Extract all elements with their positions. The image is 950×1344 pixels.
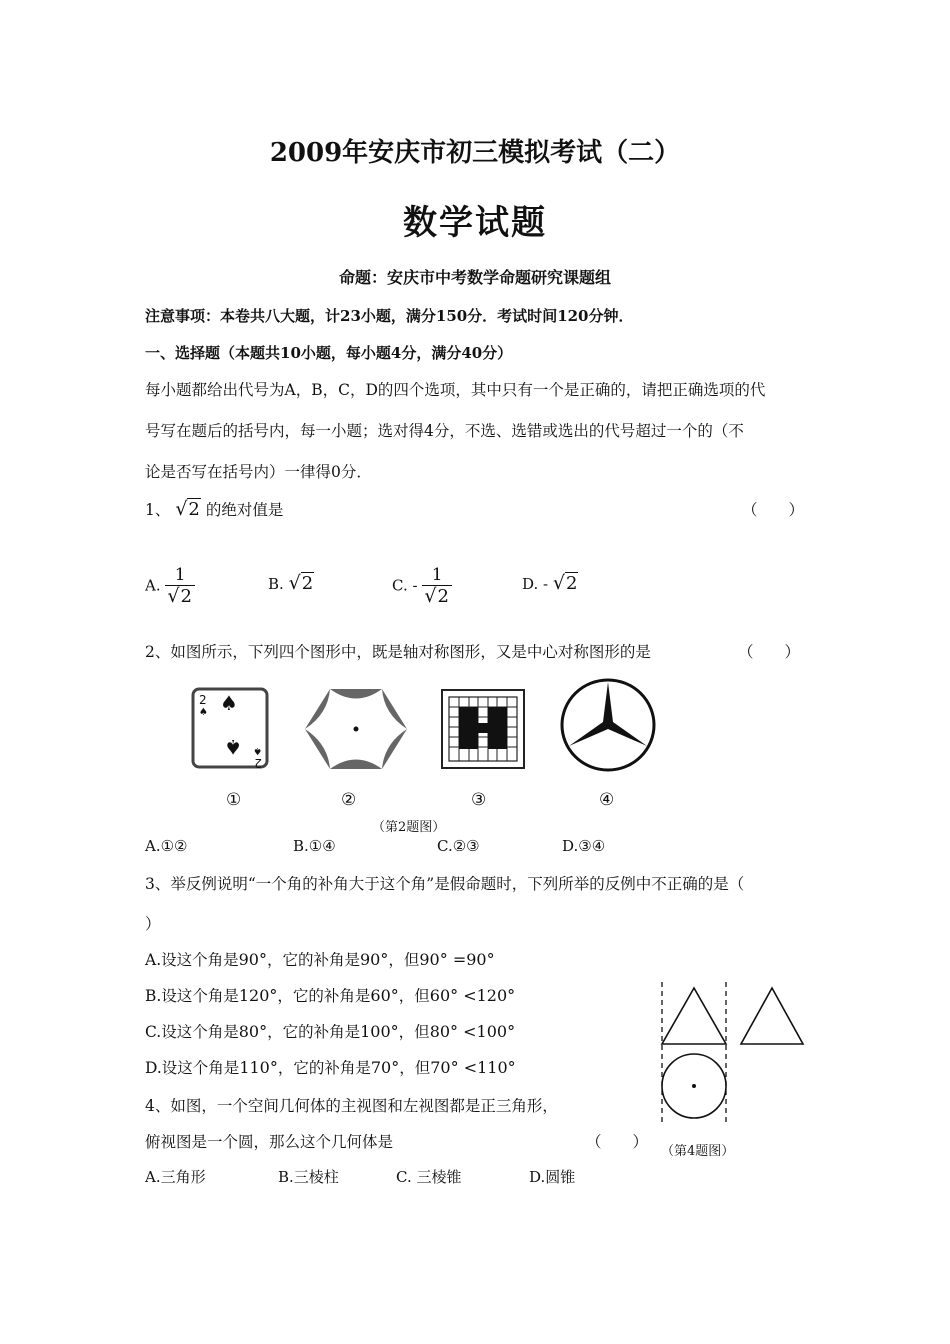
q4-stem-line-1: 4、如图，一个空间几何体的主视图和左视图都是正三角形，: [145, 1097, 558, 1115]
q4-stem-line-2: 俯视图是一个圆，那么这个几何体是: [145, 1133, 394, 1151]
q2-stem: 2、如图所示，下列四个图形中，既是轴对称图形，又是中心对称图形的是: [145, 643, 651, 661]
fig-label-4: ④: [599, 790, 615, 810]
svg-text:♠: ♠: [220, 691, 238, 715]
q3-option-a-label: A.设这个角是: [145, 951, 239, 969]
three-pointed-star-figure: [558, 676, 658, 774]
q3-option-b-relation: 60° <120°: [429, 986, 516, 1005]
q2-figure-caption: （第2题图）: [372, 820, 446, 835]
q1-answer-blank: （ ）: [742, 501, 805, 519]
q1-option-a: [145, 566, 195, 607]
q3-option-a: [145, 948, 495, 970]
q2-answer-blank: （ ）: [738, 643, 801, 661]
q3-option-c-supplement: 100°: [360, 1022, 399, 1041]
q2-option-a: A.①②: [145, 837, 188, 855]
q3-option-d-mid: ，它的补角是: [277, 1059, 371, 1077]
q1-option-a-denominator: 2: [180, 585, 192, 607]
q1-radicand: 2: [188, 499, 200, 520]
q4-answer-blank: （ ）: [586, 1133, 649, 1151]
q1-option-c-label: C.: [392, 576, 408, 595]
q2-option-c: C.②③: [437, 837, 480, 855]
q4-option-c: C. 三棱锥: [396, 1168, 462, 1186]
q4-option-a: A.三角形: [145, 1168, 206, 1186]
q3-option-d-relation: 70° <110°: [430, 1058, 516, 1077]
q3-option-d: [145, 1056, 516, 1078]
q3-option-b-tail: ，但: [398, 987, 430, 1005]
q3-option-c-label: C.设这个角是: [145, 1023, 239, 1041]
section-heading: 一、选择题（本题共10小题，每小题4分，满分40分）: [145, 344, 513, 362]
svg-text:♠: ♠: [253, 745, 262, 756]
q3-option-d-angle: 110°: [239, 1058, 278, 1077]
author-line: 命题：安庆市中考数学命题研究课题组: [338, 268, 611, 287]
q1-option-d: D. - √2: [522, 572, 578, 594]
three-views-figure: [650, 978, 815, 1128]
q3-option-b-supplement: 60°: [370, 986, 399, 1005]
q1-option-a-fraction: $\frac{1}{√2}$: [165, 566, 195, 607]
q1-sqrt: √2: [175, 498, 200, 520]
hexagon-figure: [302, 686, 410, 772]
q1-option-d-sign: -: [543, 575, 549, 593]
q3-stem-line-2: ）: [145, 915, 161, 933]
q1-option-c-sign: -: [412, 576, 418, 595]
q3-option-c: [145, 1020, 515, 1042]
q4-option-d: D.圆锥: [529, 1168, 576, 1186]
subject-title: 数学试题: [403, 203, 547, 243]
q1-option-c-fraction: $\frac{1}{√2}$: [422, 566, 452, 607]
q1-stem: [145, 498, 283, 520]
instruction-line-1: 每小题都给出代号为A，B，C，D的四个选项，其中只有一个是正确的，请把正确选项的代: [145, 381, 766, 399]
q1-option-b-label: B.: [268, 575, 284, 593]
q2-option-b: B.①④: [293, 837, 336, 855]
q1-option-b-radicand: 2: [301, 573, 314, 594]
q3-stem-line-1: 3、举反例说明“一个角的补角大于这个角”是假命题时，下列所举的反例中不正确的是（: [145, 875, 745, 893]
q3-option-d-supplement: 70°: [370, 1058, 400, 1077]
q1-number: 1、: [145, 501, 171, 519]
q3-option-b-angle: 120°: [238, 986, 278, 1005]
q3-option-a-supplement: 90°: [360, 950, 389, 969]
card-rank-top: 2: [199, 693, 207, 707]
q1-stem-rest: 的绝对值是: [205, 501, 284, 519]
fig-label-2: ②: [341, 790, 357, 810]
q4-option-b: B.三棱柱: [278, 1168, 339, 1186]
instruction-line-2: 号写在题后的括号内，每一小题；选对得4分，不选、选错或选出的代号超过一个的（不: [145, 422, 744, 440]
q1-option-a-numerator: 1: [174, 565, 186, 585]
q1-option-a-label: A.: [145, 576, 161, 595]
q1-option-b: B. √2: [268, 572, 314, 594]
q3-option-a-mid: ，它的补角是: [266, 951, 360, 969]
q3-option-a-relation: 90° =90°: [419, 950, 495, 969]
q3-option-d-tail: ，但: [399, 1059, 431, 1077]
playing-card-figure: [190, 686, 272, 772]
q3-option-b-mid: ，它的补角是: [277, 987, 371, 1005]
svg-text:♠: ♠: [224, 735, 242, 759]
instruction-line-3: 论是否写在括号内）一律得0分．: [145, 463, 372, 481]
q1-option-d-radicand: 2: [566, 573, 578, 594]
q3-option-a-angle: 90°: [238, 950, 267, 969]
q3-option-b: [145, 984, 515, 1006]
q3-option-c-mid: ，它的补角是: [267, 1023, 361, 1041]
card-rank-bottom: 2: [254, 756, 262, 770]
q2-option-d: D.③④: [562, 837, 606, 855]
q3-option-d-label: D.设这个角是: [145, 1059, 240, 1077]
q3-option-b-label: B.设这个角是: [145, 987, 239, 1005]
q3-option-c-tail: ，但: [398, 1023, 430, 1041]
q1-option-c: [392, 566, 452, 607]
notice-line: 注意事项：本卷共八大题，计23小题，满分150分．考试时间120分钟．: [145, 307, 634, 325]
svg-text:♠: ♠: [199, 707, 208, 718]
grid-h-figure: [440, 688, 526, 770]
q1-option-c-denominator: 2: [437, 585, 449, 607]
q1-option-c-numerator: 1: [431, 565, 443, 585]
exam-title: 2009年安庆市初三模拟考试（二）: [269, 138, 681, 168]
q1-option-d-label: D.: [522, 575, 539, 593]
q4-figure-caption: （第4题图）: [661, 1144, 735, 1159]
fig-label-1: ①: [226, 790, 242, 810]
q3-option-c-relation: 80° <100°: [429, 1022, 516, 1041]
q3-option-a-tail: ，但: [388, 951, 420, 969]
q3-option-c-angle: 80°: [238, 1022, 268, 1041]
fig-label-3: ③: [471, 790, 487, 810]
